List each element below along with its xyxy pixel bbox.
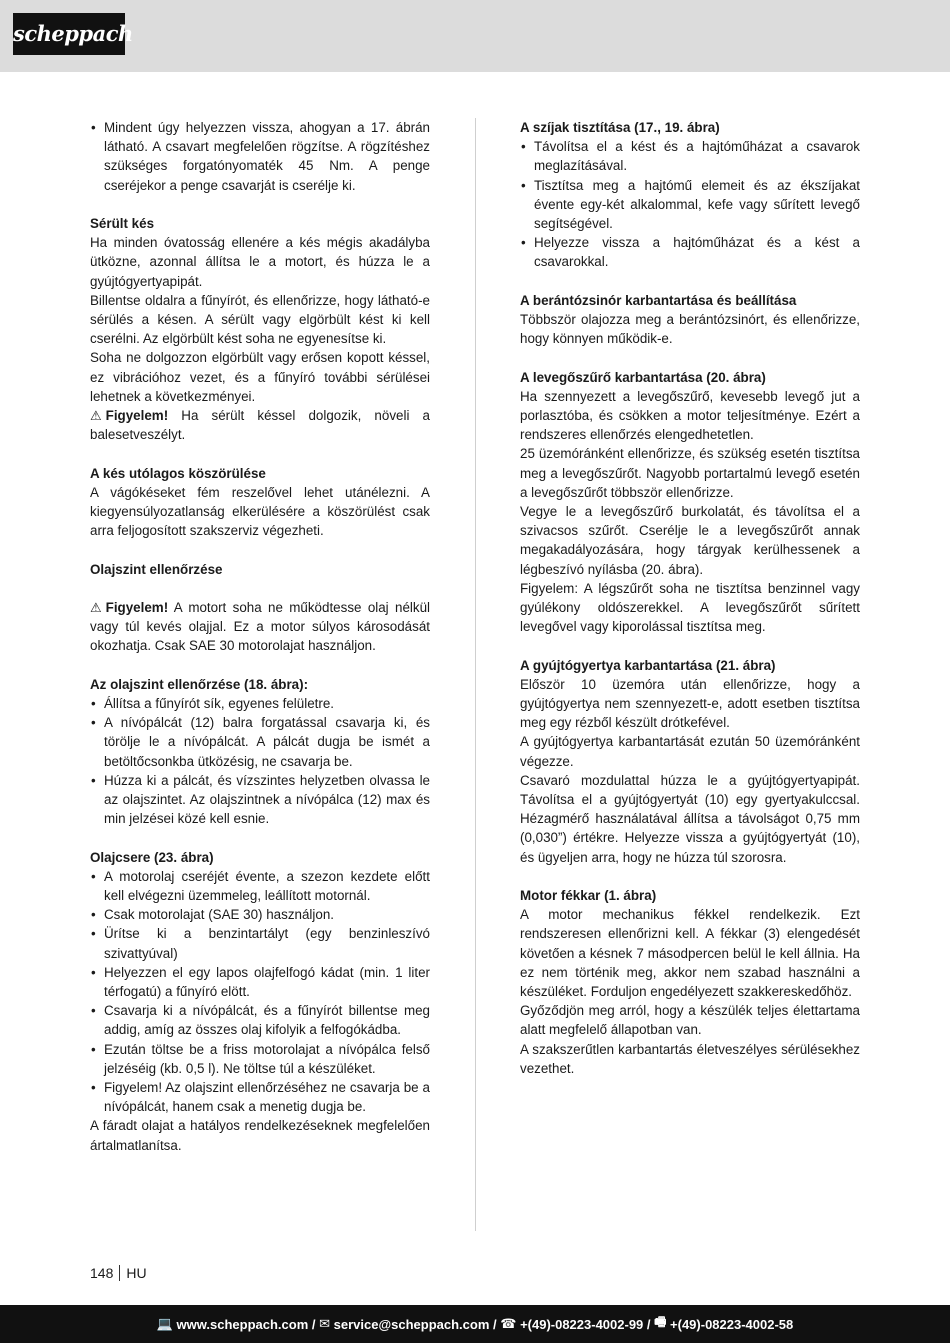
- footer-fax: +(49)-08223-4002-58: [670, 1316, 794, 1332]
- paragraph: Ha szennyezett a levegőszűrő, kevesebb levegő jut a porlasztóba, és csökken a motor teljesítménye. Ezért a rendszeres ellenőrzés elengedhetetlen.: [520, 388, 860, 443]
- left-column: [90, 118, 430, 1155]
- section-title-sharpening: A kés utólagos köszörülése: [90, 465, 266, 481]
- page-header: [0, 0, 950, 72]
- paragraph: Csavaró mozdulattal húzza le a gyújtógyertyapipát. Távolítsa el a gyújtógyertyát (10) egy gyertyakulccsal. Hézagmérő használatával állítsa a távolságot 0,75 mm (0,030”) értékre. Helyezze vissza a gyújtógyertyát (10), és ügyeljen arra, hogy ne húzza túl szorosra.: [520, 772, 860, 865]
- section-title-damaged-blade: Sérült kés: [90, 216, 155, 231]
- list-item: • Csavarja ki a nívópálcát, és a fűnyírót billentse meg addig, amíg az összes olaj kifolyik a felfogókádba.: [90, 1001, 430, 1039]
- warning-triangle-icon: ⚠: [90, 408, 102, 424]
- paragraph: A fáradt olajat a hatályos rendelkezéseknek megfelelően ártalmatlanítsa.: [90, 1118, 430, 1153]
- warning-triangle-icon: ⚠: [90, 600, 102, 616]
- list-item: • Csak motorolajat (SAE 30) használjon.: [90, 905, 430, 924]
- oil-change-list: [90, 867, 430, 1117]
- footer-separator: /: [308, 1316, 320, 1332]
- list-item: • Távolítsa el a kést és a hajtóműházat a csavarok meglazításával.: [520, 137, 860, 175]
- right-column: [520, 118, 860, 1078]
- paragraph: A szakszerűtlen karbantartás életveszélyes sérülésekhez vezethet.: [520, 1041, 860, 1076]
- footer-email[interactable]: service@scheppach.com: [333, 1316, 490, 1332]
- paragraph: Győződjön meg arról, hogy a készülék teljes élettartama alatt megfelelő állapotban van.: [520, 1003, 860, 1038]
- paragraph: Soha ne dolgozzon elgörbült vagy erősen kopott késsel, ez vibrációhoz vezet, és a fűnyíró további sérülései lehetnek a következményei.: [90, 350, 430, 404]
- page-number: [90, 1265, 147, 1281]
- list-item: • Helyezze vissza a hajtóműházat és a kést a csavarokkal.: [520, 233, 860, 271]
- paragraph: Vegye le a levegőszűrő burkolatát, és távolítsa el a szivacsos szűrőt. Cserélje le a levegőszűrőt annak megakadályozására, hogy tárgyak kerülhessenek a légbeszívó nyílásba (20. ábra).: [520, 504, 860, 577]
- section-title-brake-lever: Motor fékkar (1. ábra): [520, 888, 657, 904]
- oil-check-list: [90, 694, 430, 828]
- section-title-oil-check: Az olajszint ellenőrzése (18. ábra):: [90, 676, 309, 692]
- section-title-oil-change: Olajcsere (23. ábra): [90, 849, 214, 865]
- paragraph: Először 10 üzemóra után ellenőrizze, hogy a gyújtógyertya nem szennyezett-e, adott esetben tisztítsa meg egy rézből készült drótkefével.: [520, 676, 860, 731]
- computer-icon: 💻: [156, 1316, 177, 1331]
- paragraph: A gyújtógyertya karbantartását ezután 50 üzemóránként végezze.: [520, 734, 860, 769]
- fax-icon: 🖷: [654, 1314, 671, 1329]
- section-title-starter-cord: A berántózsinór karbantartása és beállítása: [520, 292, 797, 308]
- warning-text: Ha sérült késsel dolgozik, növeli a balesetveszélyt.: [90, 408, 430, 443]
- list-item: • Mindent úgy helyezzen vissza, ahogyan a 17. ábrán látható. A csavart megfelelően rögzítse. A rögzítéshez szükséges forgatónyomaték 45 Nm. A penge cseréjekor a penge csavarját is cserélje ki.: [90, 118, 430, 195]
- warning-text: A motort soha ne működtesse olaj nélkül vagy túl kevés olajjal. Ez a motor súlyos károsodását okozhatja. Csak SAE 30 motorolajat használjon.: [90, 600, 430, 654]
- paragraph: Figyelem: A légszűrőt soha ne tisztítsa benzinnel vagy gyúlékony oldószerekkel. A levegőszűrőt sűrített levegővel vagy kiporolással tisztítsa meg.: [520, 580, 860, 635]
- footer-phone: +(49)-08223-4002-99: [520, 1316, 644, 1332]
- page-number-value: 148: [90, 1265, 114, 1281]
- paragraph: Többször olajozza meg a berántózsinórt, és ellenőrizze, hogy könnyen működik-e.: [520, 312, 860, 347]
- phone-icon: ☎: [500, 1316, 521, 1331]
- list-item: • Ezután töltse be a friss motorolajat a nívópálca felső jelzéséig (kb. 0,5 l). Ne töltse túl a készüléket.: [90, 1040, 430, 1078]
- email-icon: ✉: [319, 1316, 334, 1331]
- section-title-spark-plug: A gyújtógyertya karbantartása (21. ábra): [520, 657, 776, 673]
- list-item: • Ürítse ki a benzintartályt (egy benzinleszívó szivattyúval): [90, 924, 430, 962]
- list-item: • Húzza ki a pálcát, és vízszintes helyzetben olvassa le az olajszintet. Az olajszintnek a nívópálca (12) max és min jelzései közé kell esnie.: [90, 771, 430, 829]
- footer-separator: /: [643, 1316, 655, 1332]
- intro-list: [90, 118, 430, 195]
- column-divider: [475, 118, 476, 1231]
- paragraph: Ha minden óvatosság ellenére a kés mégis akadályba ütközne, azonnal állítsa le a motort, és húzza le a gyújtógyertyapipát.: [90, 235, 430, 289]
- paragraph: A vágókéseket fém reszelővel lehet utánélezni. A kiegyensúlyozatlanság elkerülésére a köszörülést csak arra feljogosított szakszerviz végezheti.: [90, 484, 430, 539]
- warning-paragraph: [90, 598, 430, 656]
- list-item: • Tisztítsa meg a hajtómű elemeit és az ékszíjakat évente egy-két alkalommal, kefe vagy sűrített levegő segítségével.: [520, 176, 860, 234]
- paragraph: A motor mechanikus fékkel rendelkezik. Ezt rendszeresen ellenőrizni kell. A fékkar (3) elengedését követően a késnek 7 másodpercen belül le kell állnia. Ha ez nem történik meg, akkor nem szabad használni a készüléket. Forduljon engedélyezett szakkereskedőhöz.: [520, 907, 860, 1000]
- warning-label: Figyelem!: [105, 408, 169, 424]
- list-item: • A motorolaj cseréjét évente, a szezon kezdete előtt kell elvégezni üzemmeleg, leállított motornál.: [90, 867, 430, 905]
- section-title-air-filter: A levegőszűrő karbantartása (20. ábra): [520, 369, 766, 385]
- warning-paragraph: [90, 406, 430, 444]
- footer-website[interactable]: www.scheppach.com: [176, 1316, 309, 1332]
- page-language: HU: [126, 1265, 147, 1281]
- page-footer: [0, 1305, 950, 1343]
- list-item: • A nívópálcát (12) balra forgatással csavarja ki, és törölje le a nívópálcát. A pálcát dugja be ismét a betöltőcsonkba ütközésig, ne csavarja be.: [90, 713, 430, 771]
- list-item: • Állítsa a fűnyírót sík, egyenes felületre.: [90, 694, 430, 713]
- paragraph: 25 üzemóránként ellenőrizze, és szükség esetén tisztítsa meg a levegőszűrőt. Nagyobb portartalmú levegő esetén a levegőszűrőt többször ellenőrizze.: [520, 446, 860, 500]
- paragraph: Billentse oldalra a fűnyírót, és ellenőrizze, hogy látható-e sérülés a késen. A sérült vagy elgörbült kést ki kell cserélni. Az elgörbült kést soha ne egyenesítse ki.: [90, 292, 430, 347]
- footer-separator: /: [489, 1316, 501, 1332]
- list-item: • Helyezzen el egy lapos olajfelfogó kádat (min. 1 liter térfogatú) a fűnyíró elött.: [90, 963, 430, 1001]
- section-title-oil-level: Olajszint ellenőrzése: [90, 561, 223, 577]
- brand-logo: scheppach: [13, 13, 125, 55]
- list-item: • Figyelem! Az olajszint ellenőrzéséhez ne csavarja be a nívópálcát, hanem csak a menetig dugja be.: [90, 1078, 430, 1116]
- section-title-belt-cleaning: A szíjak tisztítása (17., 19. ábra): [520, 120, 720, 135]
- belt-list: [520, 137, 860, 271]
- page-number-separator: [119, 1265, 120, 1281]
- warning-label: Figyelem!: [105, 600, 169, 616]
